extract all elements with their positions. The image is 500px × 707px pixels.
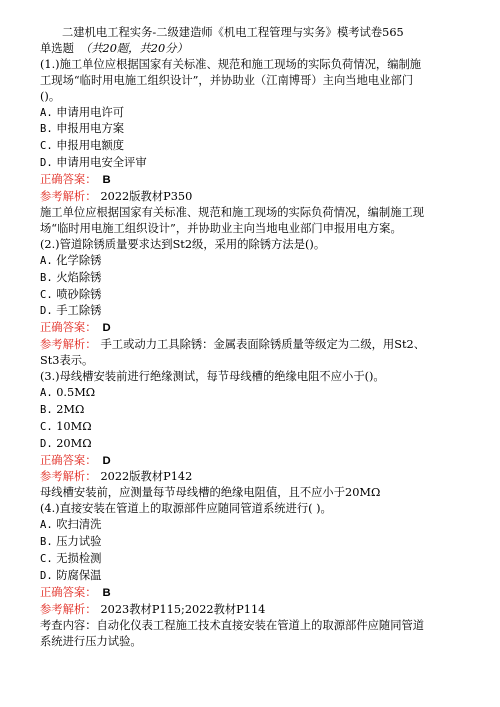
option-text: 申请用电许可: [56, 105, 125, 119]
option-b[interactable]: [40, 402, 470, 419]
option-text: 申报用电额度: [56, 139, 125, 153]
analysis-text: 2022版教材P350: [100, 190, 193, 204]
option-b[interactable]: [40, 121, 470, 138]
option-text: 0.5MΩ: [56, 385, 96, 399]
option-letter: A.: [40, 386, 53, 399]
option-d[interactable]: [40, 303, 470, 320]
option-a[interactable]: [40, 517, 470, 534]
option-letter: B.: [40, 123, 53, 136]
answer-label: 正确答案：: [40, 321, 97, 335]
analysis-text: 手工或动力工具除锈：金属表面除锈质量等级定为二级，用St2、: [100, 338, 425, 352]
question-4: [40, 501, 470, 649]
option-c[interactable]: [40, 419, 470, 436]
question-stem-line: 工现场“临时用电施工组织设计”，并协助业（江南博哥）主向当地电业部门: [40, 73, 414, 87]
analysis-text-line: 系统进行压力试验。: [40, 634, 142, 648]
option-letter: C.: [40, 420, 53, 433]
question-2: [40, 237, 470, 369]
option-letter: D.: [40, 569, 53, 582]
option-text: 10MΩ: [56, 419, 92, 433]
analysis-line: [40, 337, 470, 353]
option-letter: A.: [40, 106, 53, 119]
option-b[interactable]: [40, 270, 470, 287]
section-name: 单选题: [40, 41, 74, 55]
question-3: [40, 369, 470, 501]
analysis-text-line: St3表示。: [40, 354, 94, 368]
analysis-text-line: 考查内容：自动化仪表工程施工技术直接安装在管道上的取源部件应随同管道: [40, 618, 425, 632]
option-text: 化学除锈: [56, 253, 102, 267]
section-header: [40, 41, 470, 57]
option-letter: C.: [40, 288, 53, 301]
option-text: 2MΩ: [56, 402, 85, 416]
answer-label: 正确答案：: [40, 173, 97, 187]
option-text: 手工除锈: [56, 304, 102, 318]
answer-value: B: [102, 174, 111, 187]
analysis-label: 参考解析：: [40, 190, 97, 204]
option-text: 申报用电方案: [56, 122, 125, 136]
option-letter: A.: [40, 254, 53, 267]
analysis-text-line: 施工单位应根据国家有关标准、规范和施工现场的实际负荷情况，编制施工现: [40, 205, 425, 219]
option-letter: B.: [40, 271, 53, 284]
question-1: [40, 57, 470, 237]
option-letter: D.: [40, 157, 53, 170]
option-c[interactable]: [40, 551, 470, 568]
option-b[interactable]: [40, 534, 470, 551]
analysis-line: [40, 602, 470, 618]
analysis-label: 参考解析：: [40, 338, 97, 352]
analysis-text-line: 母线槽安装前，应测量每节母线槽的绝缘电阻值，且不应小于20MΩ: [40, 486, 381, 500]
answer-label: 正确答案：: [40, 453, 97, 467]
option-d[interactable]: [40, 436, 470, 453]
option-letter: C.: [40, 553, 53, 565]
option-c[interactable]: [40, 287, 470, 304]
option-a[interactable]: [40, 253, 470, 270]
option-a[interactable]: [40, 105, 470, 122]
option-letter: D.: [40, 437, 53, 450]
question-stem-line: (1.)施工单位应根据国家有关标准、规范和施工现场的实际负荷情况，编制施: [40, 57, 422, 71]
option-text: 申请用电安全评审: [56, 156, 147, 170]
answer-line: [40, 320, 470, 337]
analysis-label: 参考解析：: [40, 602, 97, 616]
document-title: 二建机电工程实务-二级建造师《机电工程管理与实务》模考试卷565: [62, 26, 404, 39]
answer-value: D: [102, 322, 111, 335]
exam-page: [40, 25, 470, 649]
question-stem-line: ()。: [40, 89, 61, 103]
option-text: 压力试验: [56, 535, 102, 549]
option-c[interactable]: [40, 138, 470, 155]
analysis-line: [40, 469, 470, 485]
question-stem-line: (3.)母线槽安装前进行绝缘测试，每节母线槽的绝缘电阻不应小于()。: [40, 370, 385, 384]
analysis-text-line: 场“临时用电施工组织设计”，并协助业主向当地电业部门申报用电方案。: [40, 221, 402, 235]
option-text: 喷砂除锈: [56, 287, 102, 301]
answer-value: B: [102, 586, 111, 599]
question-stem-line: (4.)直接安装在管道上的取源部件应随同管道系统进行( )。: [40, 502, 332, 516]
option-letter: D.: [40, 305, 53, 318]
option-text: 防腐保温: [56, 568, 102, 582]
analysis-text: 2023教材P115;2022教材P114: [100, 602, 266, 616]
option-letter: B.: [40, 403, 53, 416]
option-text: 20MΩ: [56, 436, 92, 450]
section-note: （共20题，共20分）: [79, 41, 188, 55]
option-text: 无损检测: [56, 552, 102, 565]
option-letter: A.: [40, 519, 53, 532]
analysis-text: 2022版教材P142: [100, 470, 193, 484]
option-d[interactable]: [40, 568, 470, 585]
analysis-label: 参考解析：: [40, 470, 97, 484]
option-a[interactable]: [40, 385, 470, 402]
answer-line: [40, 172, 470, 189]
option-letter: C.: [40, 140, 53, 153]
option-d[interactable]: [40, 155, 470, 172]
question-stem-line: (2.)管道除锈质量要求达到St2级，采用的除锈方法是()。: [40, 237, 326, 251]
analysis-line: [40, 189, 470, 205]
answer-label: 正确答案：: [40, 585, 97, 599]
option-text: 火焰除锈: [56, 270, 102, 284]
option-letter: B.: [40, 536, 53, 549]
option-text: 吹扫清洗: [56, 518, 102, 532]
answer-line: [40, 585, 470, 602]
answer-line: [40, 453, 470, 470]
answer-value: D: [102, 454, 111, 467]
